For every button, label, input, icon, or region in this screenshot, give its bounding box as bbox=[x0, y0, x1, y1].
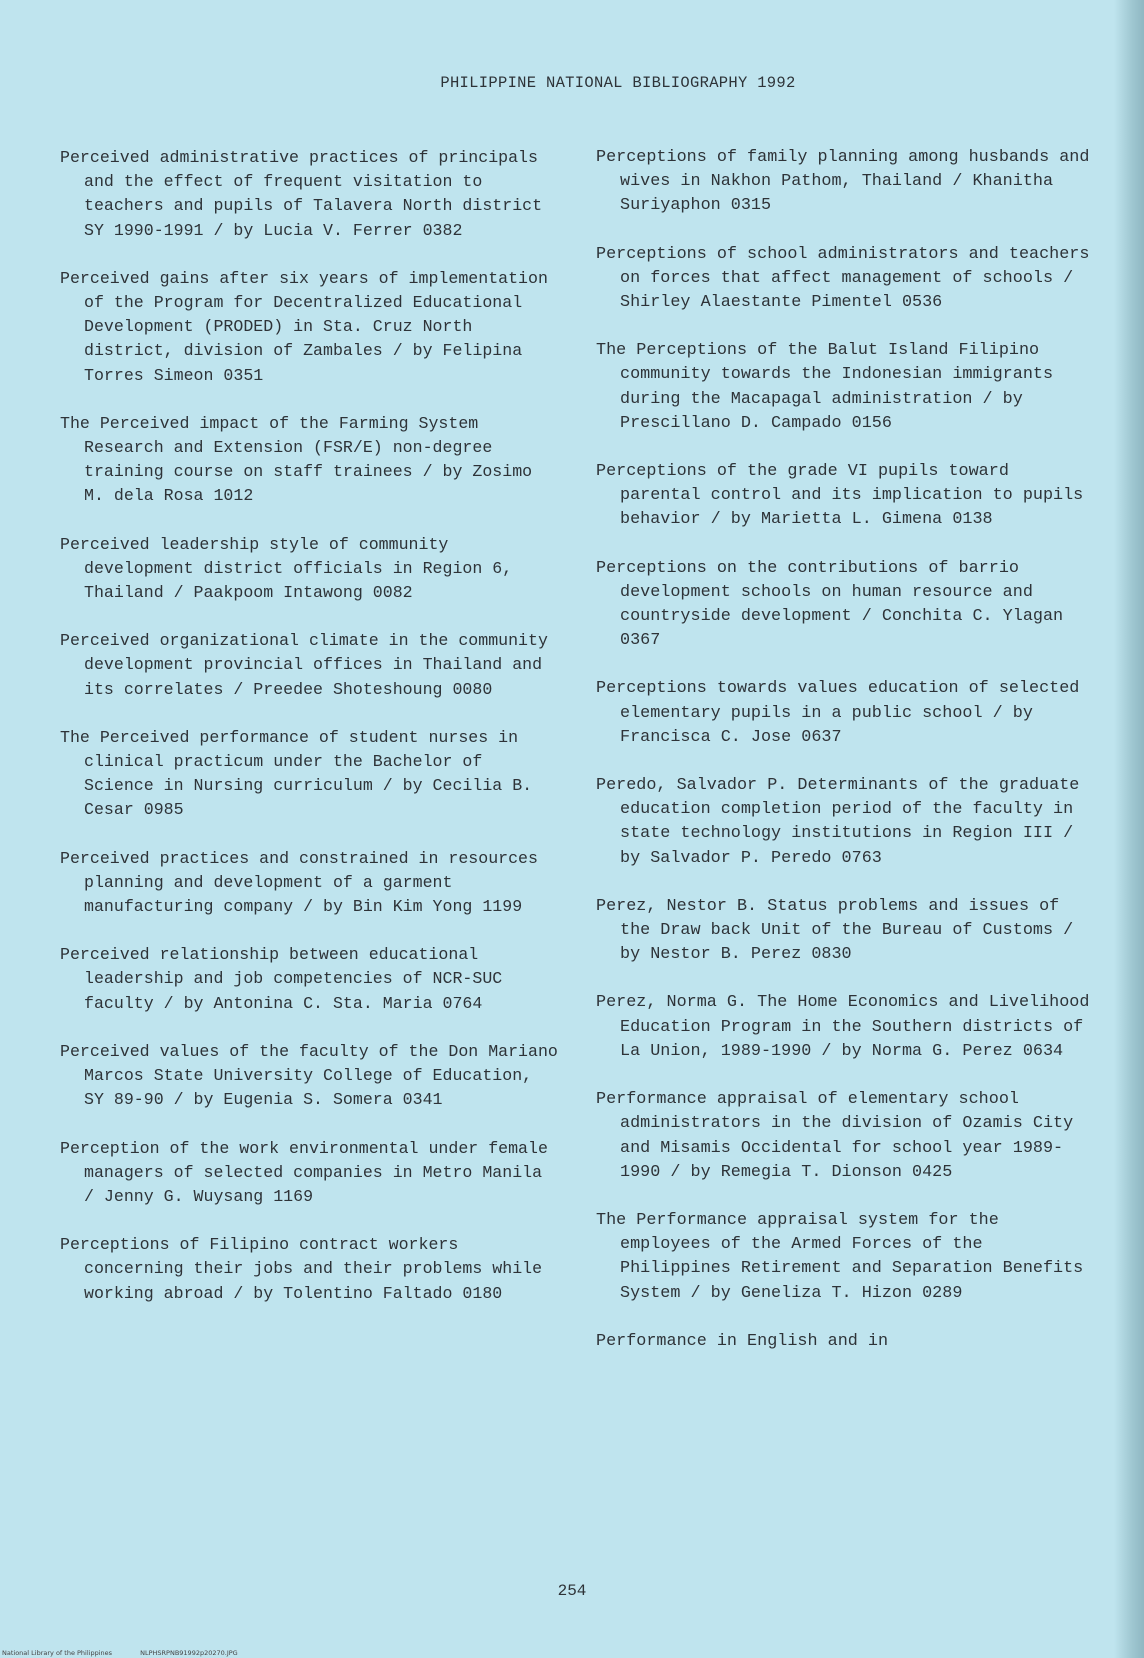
bibliography-entry: Perceived practices and constrained in resources planning and development of a garment manufacturing company / by Bin Kim Yong 1199 bbox=[60, 848, 538, 917]
bibliography-entry: The Performance appraisal system for the employees of the Armed Forces of the Philippines Retirement and Separation Benefits System / by Geneliza T. Hizon 0289 bbox=[596, 1210, 1084, 1303]
page-number: 254 bbox=[557, 1582, 587, 1600]
bibliography-entry: Perceived leadership style of community development district officials in Region 6, Thailand / Paakpoom Intawong 0082 bbox=[60, 534, 513, 603]
bibliography-entry: The Perceptions of the Balut Island Filipino community towards the Indonesian immigrants during the Macapagal administration / by Prescillano D. Campado 0156 bbox=[596, 341, 1054, 433]
bibliography-entry: Perez, Norma G. The Home Economics and Livelihood Education Program in the Southern districts of La Union, 1989-1990 / by Norma G. Perez 0634 bbox=[596, 993, 1090, 1061]
bibliography-entry: Perez, Nestor B. Status problems and issues of the Draw back Unit of the Bureau of Customs / by Nestor B. Perez 0830 bbox=[596, 896, 1074, 965]
bibliography-entry: Perceptions on the contributions of barrio development schools on human resource and countryside development / Conchita C. Ylagan 0367 bbox=[596, 558, 1064, 651]
bibliography-entry: Perceptions towards values education of selected elementary pupils in a public school / by Francisca C. Jose 0637 bbox=[596, 679, 1080, 747]
bibliography-entry: Perceptions of school administrators and teachers on forces that affect management of schools / Shirley Alaestante Pimentel 0536 bbox=[596, 244, 1090, 313]
page-header: PHILIPPINE NATIONAL BIBLIOGRAPHY 1992 bbox=[440, 74, 796, 92]
scan-footer bbox=[2, 1649, 264, 1657]
left-column bbox=[60, 146, 560, 1330]
bibliography-entry: Perceived administrative practices of principals and the effect of frequent visitation to teachers and pupils of Talavera North district SY 1990-1991 / by Lucia V. Ferrer 0382 bbox=[60, 148, 543, 240]
bibliography-entry: Perceptions of the grade VI pupils toward parental control and its implication to pupils behavior / by Marietta L. Gimena 0138 bbox=[596, 462, 1084, 530]
page-edge-shadow bbox=[1114, 0, 1144, 1658]
bibliography-entry: Perceptions of family planning among husbands and wives in Nakhon Pathom, Thailand / Khanitha Suriyaphon 0315 bbox=[596, 148, 1090, 216]
footer-library: National Library of the Philippines bbox=[2, 1649, 113, 1657]
bibliography-entry: The Perceived performance of student nurses in clinical practicum under the Bachelor of Science in Nursing curriculum / by Cecilia B. Cesar 0985 bbox=[60, 727, 533, 820]
bibliography-entry: Perception of the work environmental under female managers of selected companies in Metro Manila / Jenny G. Wuysang 1169 bbox=[60, 1138, 548, 1206]
bibliography-entry: Perceived relationship between educational leadership and job competencies of NCR-SUC faculty / by Antonina C. Sta. Maria 0764 bbox=[60, 945, 503, 1013]
bibliography-entry: Performance in English and in bbox=[596, 1331, 889, 1351]
right-column bbox=[596, 146, 1096, 1378]
bibliography-entry: Perceived values of the faculty of the Don Mariano Marcos State University College of Education, SY 89-90 / by Eugenia S. Somera 0341 bbox=[60, 1041, 558, 1110]
bibliography-entry: Performance appraisal of elementary school administrators in the division of Ozamis City and Misamis Occidental for school year 1989-1990 / by Remegia T. Dionson 0425 bbox=[596, 1090, 1074, 1182]
bibliography-entry: Perceived organizational climate in the community development provincial offices in Thailand and its correlates / Preedee Shoteshoung 0080 bbox=[60, 631, 548, 699]
bibliography-entry: Peredo, Salvador P. Determinants of the graduate education completion period of the faculty in state technology institutions in Region III / by Salvador P. Peredo 0763 bbox=[596, 776, 1080, 868]
bibliography-entry: Perceived gains after six years of implementation of the Program for Decentralized Educational Development (PRODED) in Sta. Cruz North district, division of Zambales / by Felipina Torres Simeon 0351 bbox=[60, 268, 548, 385]
bibliography-entry: Perceptions of Filipino contract workers concerning their jobs and their problems while working abroad / by Tolentino Faltado 0180 bbox=[60, 1235, 543, 1303]
footer-filename: NLPHSRPNB91992p20270.JPG bbox=[140, 1649, 238, 1657]
bibliography-entry: The Perceived impact of the Farming System Research and Extension (FSR/E) non-degree training course on staff trainees / by Zosimo M. dela Rosa 1012 bbox=[60, 413, 533, 506]
